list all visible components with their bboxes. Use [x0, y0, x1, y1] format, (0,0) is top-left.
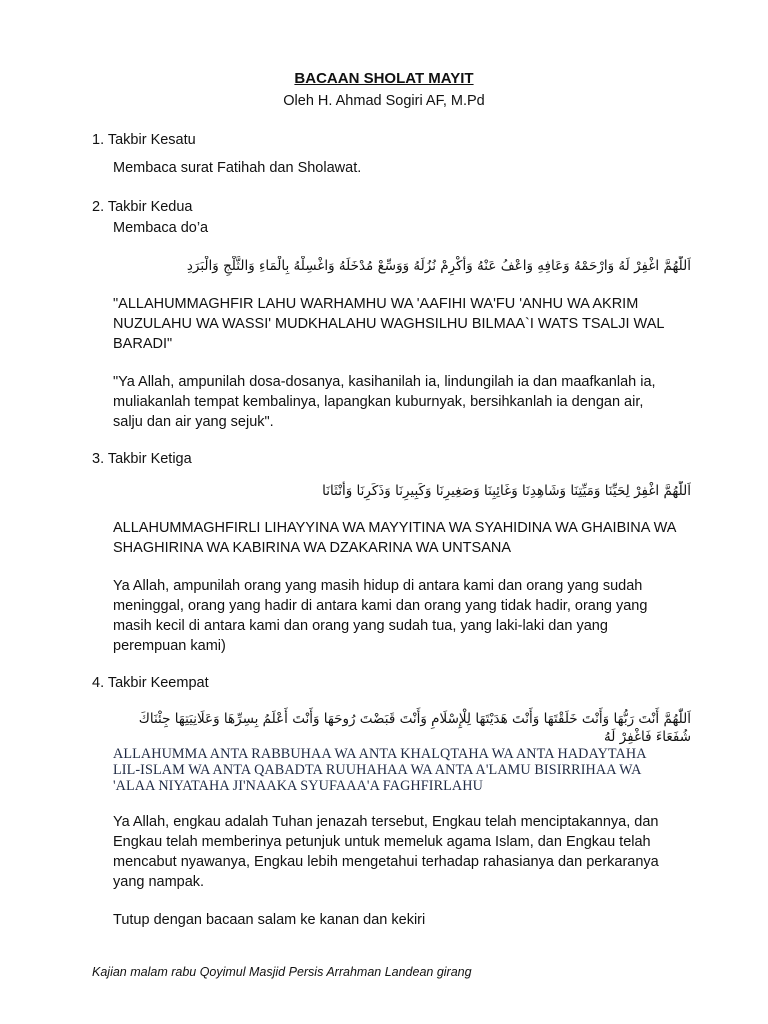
section-4-transliteration: ALLAHUMMA ANTA RABBUHAA WA ANTA KHALQTAHA WA ANTA HADAYTAHA LIL-ISLAM WA ANTA QABADTA RUUHAHAA WA ANTA A'LAMU BISIRRIHAA WA 'ALAA NIYATAHA JI'NAAKA SYUFAAA'A FAGHFIRLAHU [113, 746, 646, 794]
section-3-arabic-prayer: اَللّٰهُمَّ اغْفِرْ لِحَيِّنَا وَمَيِّتِنَا وَشَاهِدِنَا وَغَائِبِنَا وَصَغِيرِنَا وَكَبِيرِنَا وَذَكَرِنَا وَأُنْثَانَا [322, 483, 691, 499]
section-3-heading: 3. Takbir Ketiga [92, 451, 192, 467]
section-1-text: Membaca surat Fatihah dan Sholawat. [113, 160, 362, 176]
section-2-subheading: Membaca do’a [113, 220, 209, 236]
section-2-heading: 2. Takbir Kedua [92, 199, 193, 215]
page-footer: Kajian malam rabu Qoyimul Masjid Persis Arrahman Landean girang [92, 965, 472, 979]
section-2-arabic-prayer: اَللّٰهُمَّ اغْفِرْ لَهُ وَارْحَمْهُ وَعَافِهِ وَاعْفُ عَنْهُ وَأَكْرِمْ نُزُلَهُ وَوَسِّعْ مُدْخَلَهُ وَاغْسِلْهُ بِالْمَاءِ وَالثَّلْجِ وَالْبَرَدِ [186, 258, 691, 274]
section-4-heading: 4. Takbir Keempat [92, 675, 209, 691]
section-1-heading: 1. Takbir Kesatu [92, 132, 196, 148]
section-3-transliteration: ALLAHUMMAGHFIRLI LIHAYYINA WA MAYYITINA WA SYAHIDINA WA GHAIBINA WA SHAGHIRINA WA KABIRINA WA DZAKARINA WA UNTSANA [113, 520, 676, 556]
section-2-translation: "Ya Allah, ampunilah dosa-dosanya, kasihanilah ia, lindungilah ia dan maafkanlah ia, muliakanlah tempat kembalinya, lapangkan kuburnyak, bersihkanlah ia dengan air, salju dan air yang sejuk". [113, 374, 656, 430]
section-2-transliteration: "ALLAHUMMAGHFIR LAHU WARHAMHU WA 'AAFIHI WA'FU 'ANHU WA AKRIM NUZULAHU WA WASSI' MUDKHALAHU WAGHSILHU BILMAA`I WATS TSALJI WAL BARADI" [113, 296, 664, 352]
closing-instruction: Tutup dengan bacaan salam ke kanan dan kekiri [113, 912, 426, 928]
document-author: Oleh H. Ahmad Sogiri AF, M.Pd [283, 93, 485, 109]
section-4-translation: Ya Allah, engkau adalah Tuhan jenazah tersebut, Engkau telah menciptakannya, dan Engkau telah memberinya petunjuk untuk memeluk agama Islam, dan Engkau telah mencabut nyawanya, Engkau lebih mengetahui terhadap rahasianya dan perkaranya yang nampak. [113, 814, 659, 890]
document-title: BACAAN SHOLAT MAYIT [294, 70, 474, 87]
section-4-arabic-prayer: اَللّٰهُمَّ أَنْتَ رَبُّهَا وَأَنْتَ خَلَقْتَهَا وَأَنْتَ هَدَيْتَهَا لِلْإِسْلَامِ وَأَنْتَ قَبَضْتَ رُوحَهَا وَأَنْتَ أَعْلَمُ بِسِرِّهَا وَعَلَانِيَتِهَا جِئْنَاكَ شُفَعَاءَ فَاغْفِرْ لَهُ [138, 711, 691, 745]
section-3-translation: Ya Allah, ampunilah orang yang masih hidup di antara kami dan orang yang sudah meninggal, orang yang hadir di antara kami dan orang yang tidak hadir, orang yang masih kecil di antara kami dan orang yang sudah tua, yang laki-laki dan yang perempuan kami) [113, 578, 648, 654]
